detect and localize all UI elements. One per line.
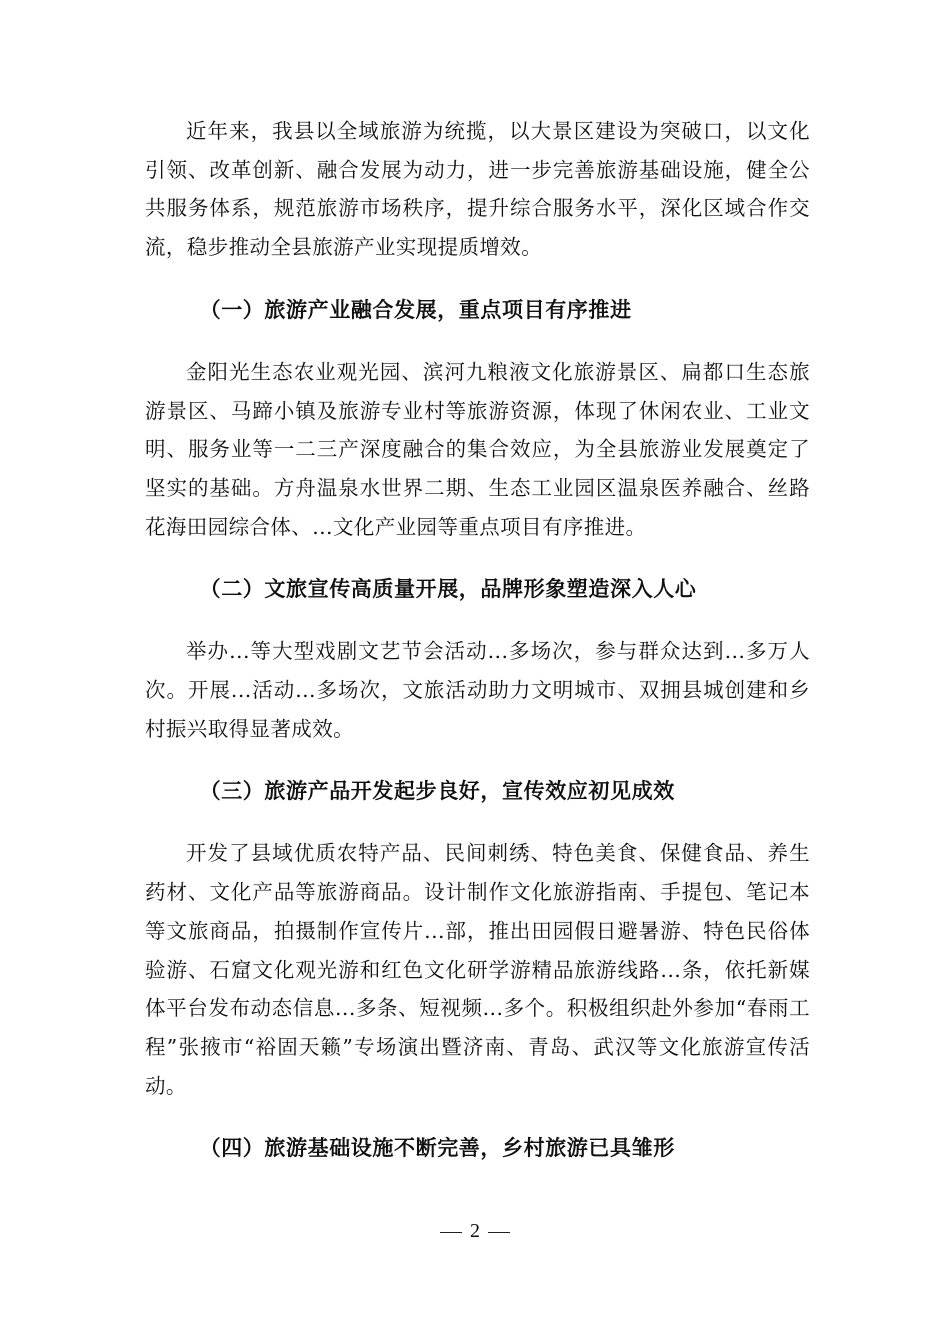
footer-dash-right bbox=[488, 1232, 510, 1233]
page-footer bbox=[0, 1216, 950, 1246]
section-heading-2: （二）文旅宣传高质量开展，品牌形象塑造深入人心 bbox=[199, 577, 697, 602]
section-heading-1: （一）旅游产业融合发展，重点项目有序推进 bbox=[199, 297, 632, 322]
section-body-3: 开发了县域优质农特产品、民间刺绣、特色美食、保健食品、养生药材、文化产品等旅游商品。设计制作文化旅游指南、手提包、笔记本等文旅商品，拍摄制作宣传片...部，推出田园假日避暑游、特色民俗体验游、石窟文化观光游和红色文化研学游精品旅游线路...条，依托新媒体平台发布动态信息...多条、短视频...多个。积极组织赴外参加“春雨工程”张掖市“裕固天籁”专场演出暨济南、青岛、武汉等文化旅游宣传活动。 bbox=[145, 841, 810, 1098]
document-body bbox=[145, 112, 810, 1167]
section-body-1: 金阳光生态农业观光园、滨河九粮液文化旅游景区、扁都口生态旅游景区、马蹄小镇及旅游专业村等旅游资源，体现了休闲农业、工业文明、服务业等一二三产深度融合的集合效应，为全县旅游业发展奠定了坚实的基础。方舟温泉水世界二期、生态工业园区温泉医养融合、丝路花海田园综合体、...文化产业园等重点项目有序推进。 bbox=[145, 359, 810, 539]
footer-dash-left bbox=[440, 1232, 462, 1233]
section-body-2: 举办...等大型戏剧文艺节会活动...多场次，参与群众达到...多万人次。开展...活动...多场次，文旅活动助力文明城市、双拥县城创建和乡村振兴取得显著成效。 bbox=[145, 639, 810, 741]
section-heading-3: （三）旅游产品开发起步良好，宣传效应初见成效 bbox=[199, 779, 675, 804]
intro-paragraph: 近年来，我县以全域旅游为统揽，以大景区建设为突破口，以文化引领、改革创新、融合发展为动力，进一步完善旅游基础设施，健全公共服务体系，规范旅游市场秩序，提升综合服务水平，深化区域合作交流，稳步推动全县旅游产业实现提质增效。 bbox=[145, 119, 810, 260]
page-number: 2 bbox=[470, 1220, 480, 1242]
section-heading-4: （四）旅游基础设施不断完善，乡村旅游已具雏形 bbox=[199, 1136, 675, 1161]
